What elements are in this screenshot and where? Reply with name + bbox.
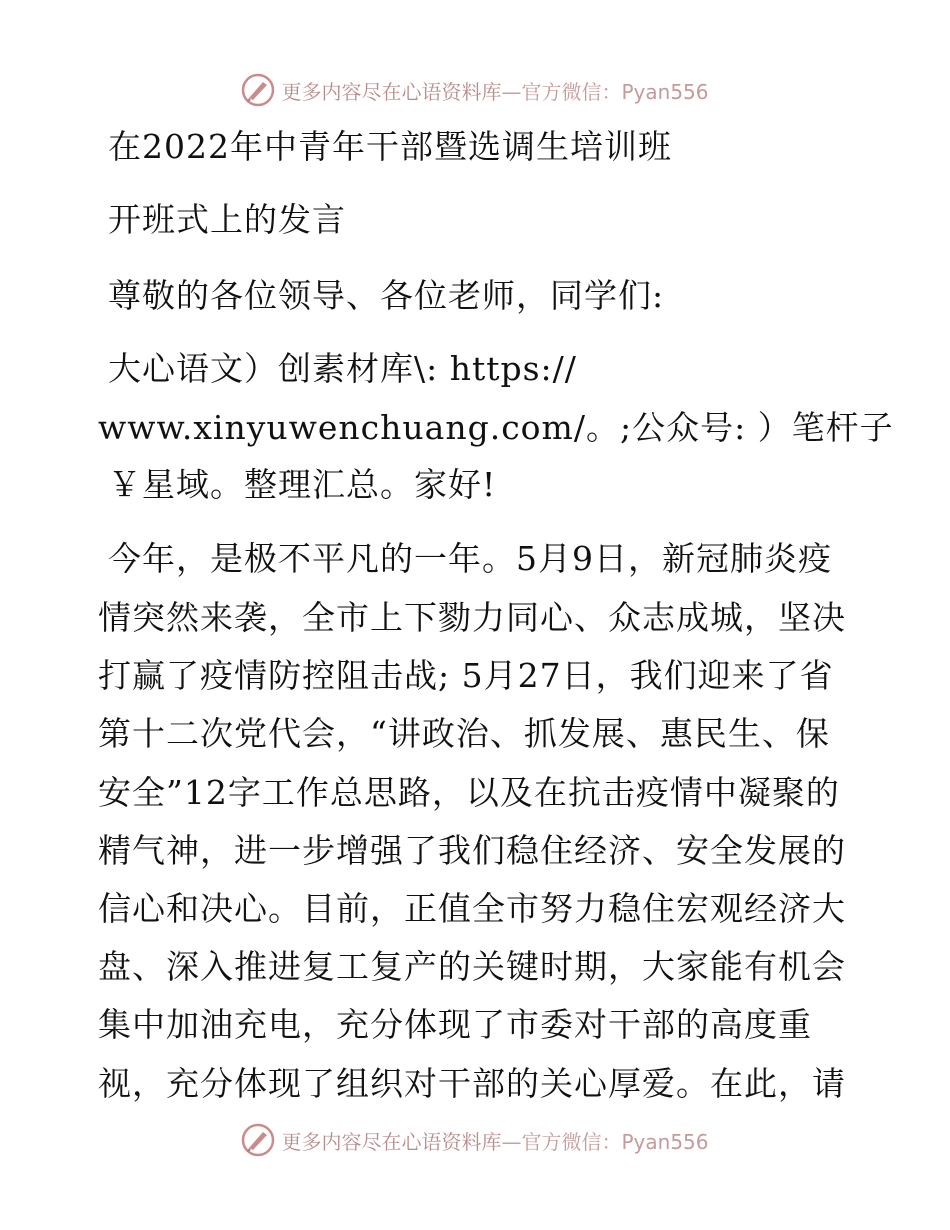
watermark-label: 更多内容尽在心语资料库 (281, 1129, 502, 1154)
doc-line: 大心语文）创素材库\: https:// (108, 349, 577, 388)
doc-paragraph-line: 集中加油充电，充分体现了市委对干部的高度重 (98, 1005, 812, 1044)
doc-paragraph-line: 第十二次党代会，“讲政治、抓发展、惠民生、保 (98, 714, 830, 753)
doc-paragraph-line: 今年，是极不平凡的一年。5月9日，新冠肺炎疫 (108, 539, 832, 578)
quill-logo-icon (241, 73, 275, 107)
doc-paragraph-line: 精气神，进一步增强了我们稳住经济、安全发展的 (98, 831, 846, 870)
watermark-wechat-prefix: 官方微信： (521, 79, 622, 104)
watermark-banner-top (0, 70, 950, 110)
doc-line: ￥星域。整理汇总。家好! (108, 465, 497, 504)
watermark-wechat-id: Pyan556 (621, 1129, 709, 1154)
doc-paragraph-line: 信心和决心。目前，正值全市努力稳住宏观经济大 (98, 889, 846, 928)
doc-paragraph-line: 情突然来袭，全市上下勠力同心、众志成城，坚决 (98, 598, 846, 637)
doc-paragraph-line: 盘、深入推进复工复产的关键时期，大家能有机会 (98, 947, 846, 986)
doc-paragraph-line: 视，充分体现了组织对干部的关心厚爱。在此，请 (98, 1064, 846, 1103)
quill-logo-icon (241, 1123, 275, 1157)
doc-line: www.xinyuwenchuang.com/。;公众号: ）笔杆子 (98, 408, 894, 447)
doc-greeting: 尊敬的各位领导、各位老师，同学们: (108, 276, 665, 315)
watermark-label: 更多内容尽在心语资料库 (281, 79, 502, 104)
watermark-wechat-id: Pyan556 (621, 79, 709, 104)
watermark-text (281, 1126, 708, 1155)
doc-paragraph-line: 安全”12字工作总思路，以及在抗击疫情中凝聚的 (98, 773, 840, 812)
watermark-separator: — (501, 79, 522, 104)
doc-title-line-1: 在2022年中青年干部暨选调生培训班 (108, 127, 672, 166)
watermark-separator: — (501, 1129, 522, 1154)
watermark-wechat-prefix: 官方微信： (521, 1129, 622, 1154)
watermark-banner-bottom (0, 1120, 950, 1160)
doc-title-line-2: 开班式上的发言 (108, 200, 346, 239)
watermark-text (281, 76, 708, 105)
doc-paragraph-line: 打赢了疫情防控阻击战; 5月27日，我们迎来了省 (98, 656, 834, 695)
